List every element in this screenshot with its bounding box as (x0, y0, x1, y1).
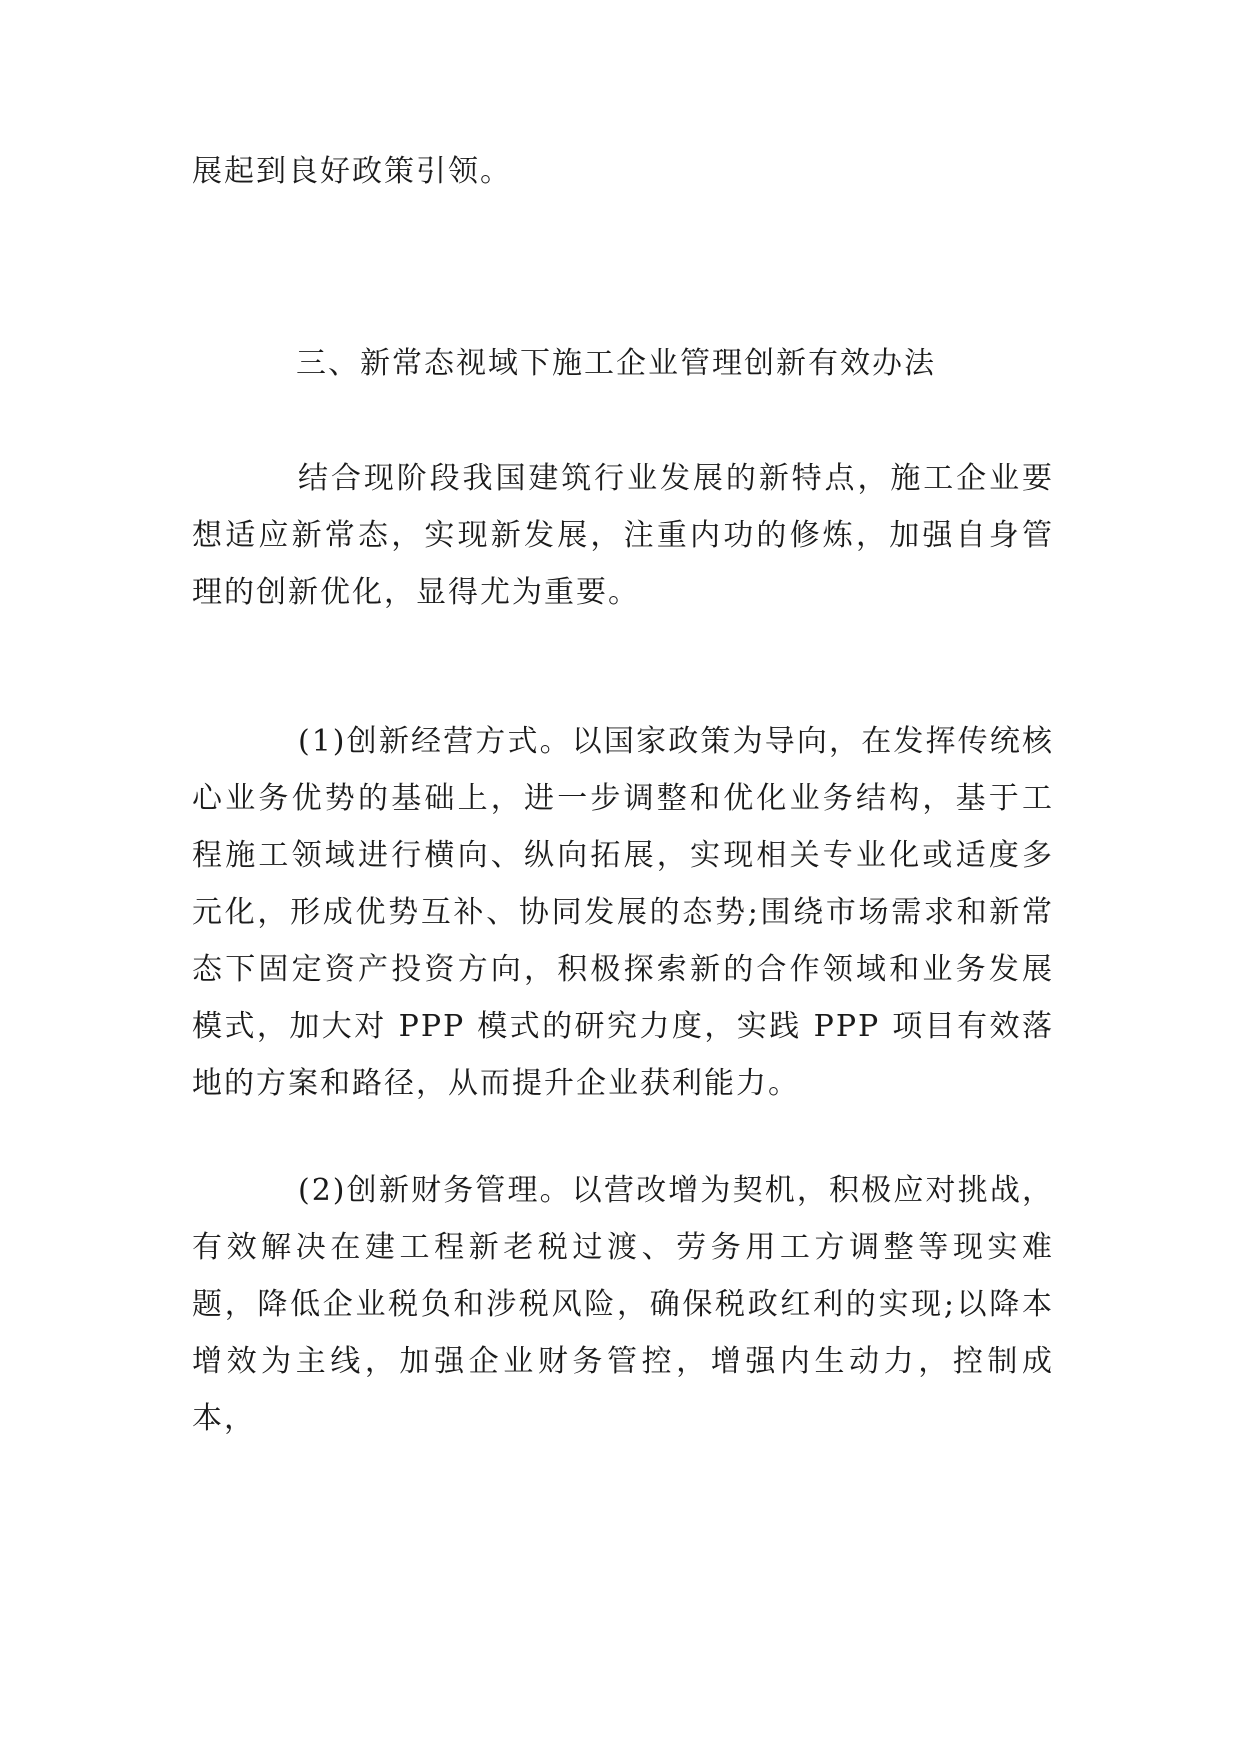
item-1-paragraph: (1)创新经营方式。以国家政策为导向，在发挥传统核心业务优势的基础上，进一步调整和优化业务结构，基于工程施工领域进行横向、纵向拓展，实现相关专业化或适度多元化，形成优势互补、协同发展的态势;围绕市场需求和新常态下固定资产投资方向，积极探索新的合作领域和业务发展模式，加大对 PPP 模式的研究力度，实践 PPP 项目有效落地的方案和路径，从而提升企业获利能力。 (192, 724, 1054, 1101)
continuation-paragraph: 展起到良好政策引领。 (192, 154, 512, 189)
item-2-paragraph: (2)创新财务管理。以营改增为契机，积极应对挑战，有效解决在建工程新老税过渡、劳务用工方调整等现实难题，降低企业税负和涉税风险，确保税政红利的实现;以降本增效为主线，加强企业财务管控，增强内生动力，控制成本， (192, 1173, 1054, 1436)
section-heading: 三、新常态视域下施工企业管理创新有效办法 (296, 346, 936, 381)
intro-paragraph: 结合现阶段我国建筑行业发展的新特点，施工企业要想适应新常态，实现新发展，注重内功的修炼，加强自身管理的创新优化，显得尤为重要。 (192, 461, 1054, 610)
